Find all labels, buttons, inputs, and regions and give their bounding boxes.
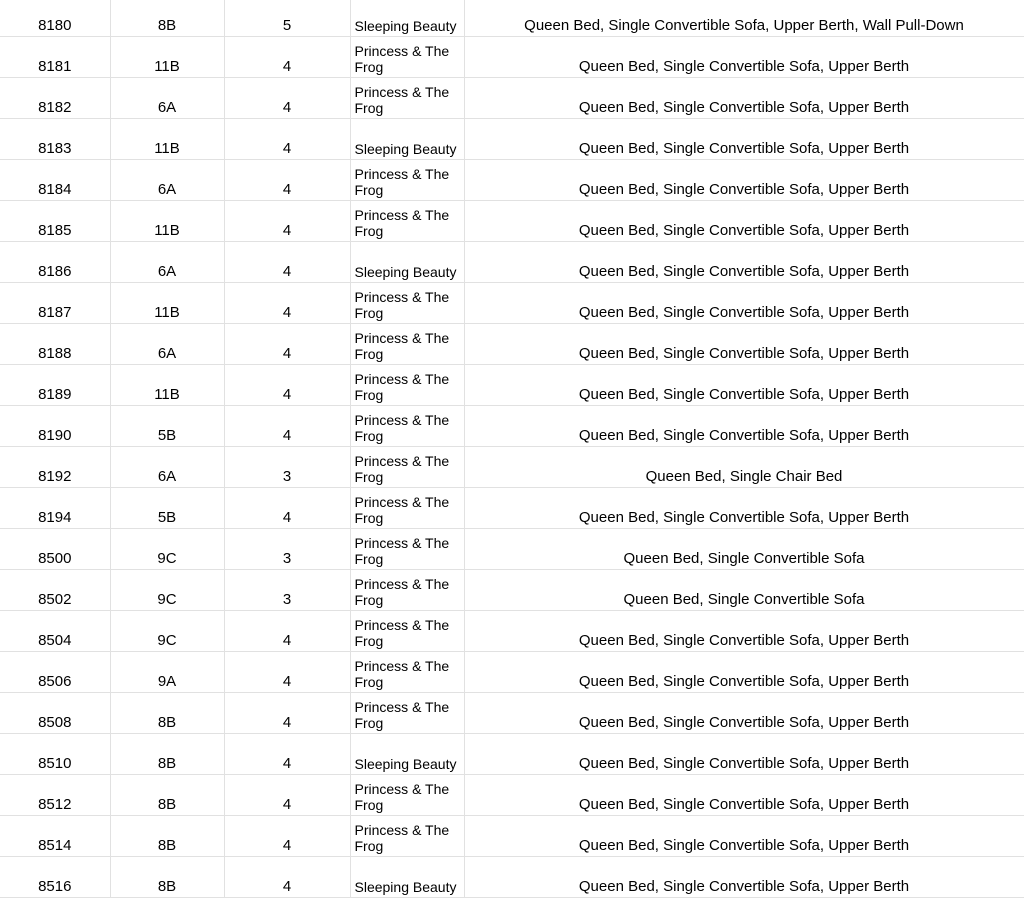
table-row [0,78,1024,119]
room-number-cell[interactable]: 8510 [0,734,110,775]
occupancy-cell[interactable]: 4 [224,857,350,898]
theme-cell[interactable]: Princess & The Frog [350,488,464,529]
room-number-cell[interactable]: 8192 [0,447,110,488]
theme-cell[interactable]: Princess & The Frog [350,447,464,488]
category-cell[interactable]: 6A [110,160,224,201]
occupancy-cell[interactable]: 4 [224,324,350,365]
occupancy-cell[interactable]: 4 [224,119,350,160]
bedding-cell[interactable]: Queen Bed, Single Convertible Sofa, Upper Berth [464,816,1024,857]
table-row [0,611,1024,652]
bedding-cell[interactable]: Queen Bed, Single Convertible Sofa, Upper Berth [464,37,1024,78]
theme-cell[interactable]: Sleeping Beauty [350,242,464,283]
occupancy-cell[interactable]: 4 [224,406,350,447]
theme-cell[interactable]: Princess & The Frog [350,570,464,611]
occupancy-cell[interactable]: 4 [224,160,350,201]
occupancy-cell[interactable]: 4 [224,78,350,119]
theme-cell[interactable]: Sleeping Beauty [350,734,464,775]
theme-cell[interactable]: Princess & The Frog [350,201,464,242]
category-cell[interactable]: 8B [110,857,224,898]
category-cell[interactable]: 8B [110,0,224,37]
category-cell[interactable]: 11B [110,119,224,160]
theme-cell[interactable]: Princess & The Frog [350,365,464,406]
room-number-cell[interactable]: 8185 [0,201,110,242]
category-cell[interactable]: 9C [110,529,224,570]
category-cell[interactable]: 6A [110,447,224,488]
room-number-cell[interactable]: 8514 [0,816,110,857]
theme-cell[interactable]: Sleeping Beauty [350,119,464,160]
category-cell[interactable]: 6A [110,78,224,119]
table-row [0,365,1024,406]
bedding-cell[interactable]: Queen Bed, Single Convertible Sofa, Upper Berth [464,283,1024,324]
category-cell[interactable]: 8B [110,693,224,734]
bedding-cell[interactable]: Queen Bed, Single Convertible Sofa, Upper Berth [464,611,1024,652]
bedding-cell[interactable]: Queen Bed, Single Convertible Sofa, Upper Berth, Wall Pull-Down [464,0,1024,37]
category-cell[interactable]: 9C [110,611,224,652]
occupancy-cell[interactable]: 4 [224,37,350,78]
bedding-cell[interactable]: Queen Bed, Single Convertible Sofa, Upper Berth [464,119,1024,160]
category-cell[interactable]: 9A [110,652,224,693]
room-number-cell[interactable]: 8180 [0,0,110,37]
bedding-cell[interactable]: Queen Bed, Single Convertible Sofa, Upper Berth [464,775,1024,816]
table-row [0,201,1024,242]
room-number-cell[interactable]: 8504 [0,611,110,652]
bedding-cell[interactable]: Queen Bed, Single Convertible Sofa, Upper Berth [464,78,1024,119]
theme-cell[interactable]: Princess & The Frog [350,693,464,734]
room-number-cell[interactable]: 8512 [0,775,110,816]
category-cell[interactable]: 9C [110,570,224,611]
theme-cell[interactable]: Princess & The Frog [350,816,464,857]
category-cell[interactable]: 11B [110,201,224,242]
table-row [0,160,1024,201]
room-number-cell[interactable]: 8184 [0,160,110,201]
occupancy-cell[interactable]: 4 [224,611,350,652]
theme-cell[interactable]: Princess & The Frog [350,406,464,447]
category-cell[interactable]: 5B [110,406,224,447]
occupancy-cell[interactable]: 4 [224,734,350,775]
theme-cell[interactable]: Princess & The Frog [350,160,464,201]
bedding-cell[interactable]: Queen Bed, Single Convertible Sofa, Upper Berth [464,406,1024,447]
bedding-cell[interactable]: Queen Bed, Single Convertible Sofa, Upper Berth [464,488,1024,529]
room-number-cell[interactable]: 8516 [0,857,110,898]
bedding-cell[interactable]: Queen Bed, Single Convertible Sofa, Upper Berth [464,242,1024,283]
occupancy-cell[interactable]: 4 [224,488,350,529]
bedding-cell[interactable]: Queen Bed, Single Convertible Sofa, Upper Berth [464,652,1024,693]
theme-cell[interactable]: Princess & The Frog [350,37,464,78]
bedding-cell[interactable]: Queen Bed, Single Convertible Sofa, Upper Berth [464,201,1024,242]
table-row [0,570,1024,611]
theme-cell[interactable]: Sleeping Beauty [350,0,464,37]
theme-cell[interactable]: Princess & The Frog [350,324,464,365]
category-cell[interactable]: 6A [110,324,224,365]
theme-cell[interactable]: Princess & The Frog [350,529,464,570]
table-row [0,0,1024,37]
bedding-cell[interactable]: Queen Bed, Single Convertible Sofa, Upper Berth [464,365,1024,406]
room-number-cell[interactable]: 8190 [0,406,110,447]
theme-cell[interactable]: Princess & The Frog [350,652,464,693]
room-number-cell[interactable]: 8188 [0,324,110,365]
table-row [0,857,1024,898]
occupancy-cell[interactable]: 3 [224,570,350,611]
bedding-cell[interactable]: Queen Bed, Single Convertible Sofa, Upper Berth [464,734,1024,775]
occupancy-cell[interactable]: 4 [224,693,350,734]
occupancy-cell[interactable]: 4 [224,201,350,242]
room-number-cell[interactable]: 8189 [0,365,110,406]
table-row [0,775,1024,816]
table-row [0,693,1024,734]
table-row [0,734,1024,775]
table-row [0,283,1024,324]
category-cell[interactable]: 6A [110,242,224,283]
occupancy-cell[interactable]: 4 [224,775,350,816]
room-number-cell[interactable]: 8181 [0,37,110,78]
table-row [0,652,1024,693]
occupancy-cell[interactable]: 5 [224,0,350,37]
room-number-cell[interactable]: 8506 [0,652,110,693]
theme-cell[interactable]: Princess & The Frog [350,283,464,324]
table-row [0,324,1024,365]
category-cell[interactable]: 5B [110,488,224,529]
occupancy-cell[interactable]: 4 [224,283,350,324]
room-number-cell[interactable]: 8183 [0,119,110,160]
bedding-cell[interactable]: Queen Bed, Single Convertible Sofa, Upper Berth [464,693,1024,734]
room-number-cell[interactable]: 8186 [0,242,110,283]
category-cell[interactable]: 11B [110,283,224,324]
theme-cell[interactable]: Princess & The Frog [350,78,464,119]
table-row [0,119,1024,160]
room-number-cell[interactable]: 8187 [0,283,110,324]
table-row [0,242,1024,283]
room-number-cell[interactable]: 8508 [0,693,110,734]
bedding-cell[interactable]: Queen Bed, Single Convertible Sofa, Upper Berth [464,857,1024,898]
occupancy-cell[interactable]: 3 [224,447,350,488]
bedding-cell[interactable]: Queen Bed, Single Convertible Sofa [464,570,1024,611]
table-row [0,529,1024,570]
category-cell[interactable]: 8B [110,734,224,775]
bedding-cell[interactable]: Queen Bed, Single Convertible Sofa, Upper Berth [464,324,1024,365]
occupancy-cell[interactable]: 4 [224,242,350,283]
room-number-cell[interactable]: 8194 [0,488,110,529]
table-row [0,816,1024,857]
occupancy-cell[interactable]: 4 [224,652,350,693]
theme-cell[interactable]: Sleeping Beauty [350,857,464,898]
room-number-cell[interactable]: 8182 [0,78,110,119]
table-row [0,406,1024,447]
room-number-cell[interactable]: 8500 [0,529,110,570]
table-row [0,37,1024,78]
occupancy-cell[interactable]: 4 [224,816,350,857]
occupancy-cell[interactable]: 3 [224,529,350,570]
theme-cell[interactable]: Princess & The Frog [350,611,464,652]
theme-cell[interactable]: Princess & The Frog [350,775,464,816]
room-number-cell[interactable]: 8502 [0,570,110,611]
table-row [0,447,1024,488]
table-row [0,488,1024,529]
category-cell[interactable]: 11B [110,365,224,406]
bedding-cell[interactable]: Queen Bed, Single Convertible Sofa, Upper Berth [464,160,1024,201]
bedding-cell[interactable]: Queen Bed, Single Convertible Sofa [464,529,1024,570]
occupancy-cell[interactable]: 4 [224,365,350,406]
category-cell[interactable]: 8B [110,816,224,857]
category-cell[interactable]: 8B [110,775,224,816]
bedding-cell[interactable]: Queen Bed, Single Chair Bed [464,447,1024,488]
category-cell[interactable]: 11B [110,37,224,78]
